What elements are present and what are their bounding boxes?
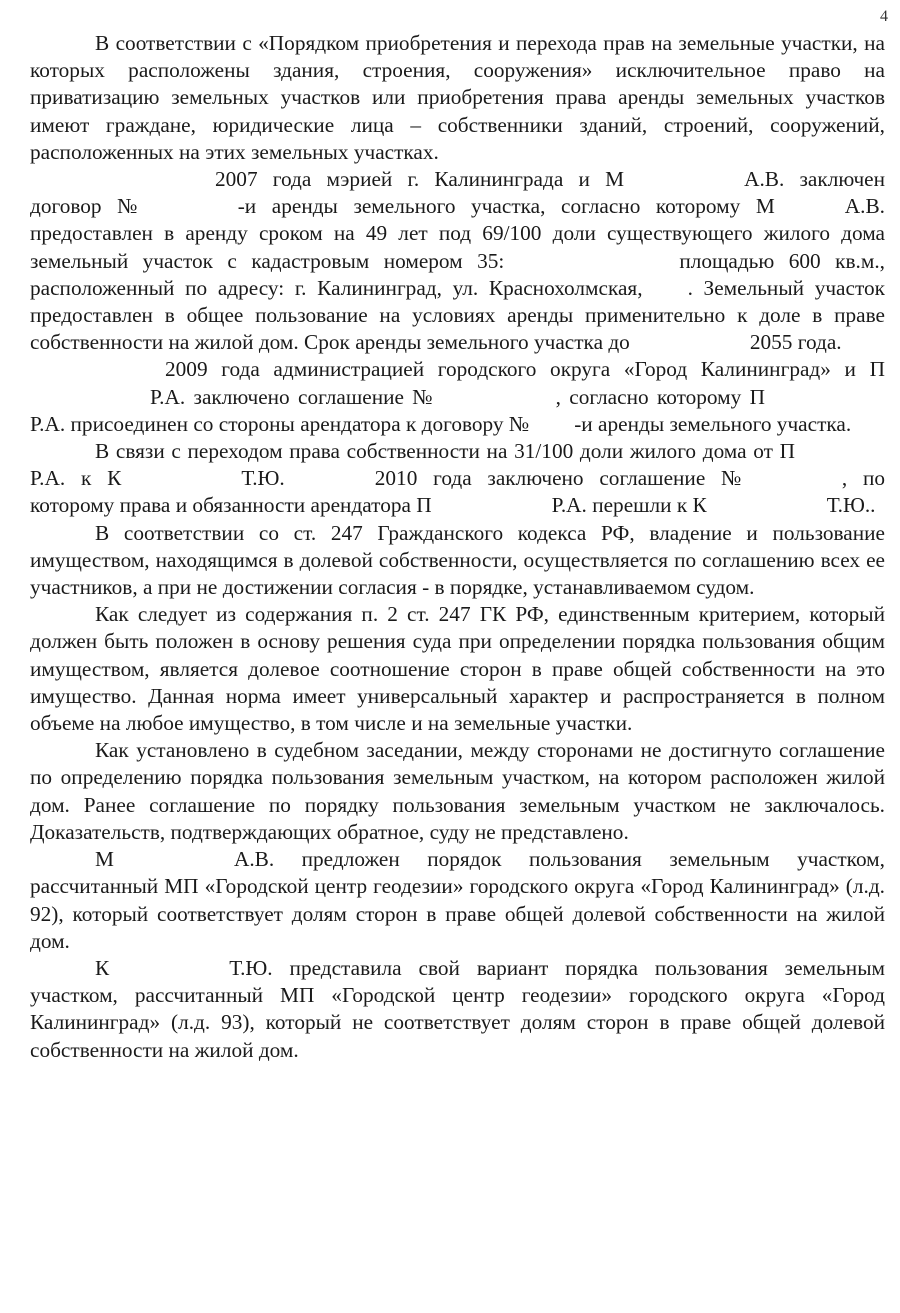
paragraph-6: Как следует из содержания п. 2 ст. 247 ГК РФ, единственным критерием, который должен быть положен в основу решения суда при определении порядка пользования общим имуществом, является долевое соотношение сторон в праве общей собственности на это имущество. Данная норма имеет универсальный характер и распространяется в полном объеме на любое имущество, в том числе и на земельные участки. — [30, 602, 885, 736]
p3-text-3: , согласно которому П — [555, 384, 765, 409]
p9-text-1: К — [95, 955, 110, 980]
p4-text-5: , по которому права и обязанности арендатора П — [30, 466, 885, 518]
paragraph-8 — [30, 846, 885, 955]
p8-text-1: М — [95, 847, 114, 872]
p2-text-2: А.В. заключен договор № — [30, 167, 886, 219]
p4-text-2: Р.А. к К — [30, 466, 122, 491]
p2-text-5: площадью 600 кв.м., расположенный по адресу: г. Калининград, ул. Краснохолмская, — [30, 248, 885, 300]
p3-text-4: Р.А. присоединен со стороны арендатора к договору № — [30, 411, 530, 436]
p2-text-3: -и аренды земельного участка, согласно которому М — [237, 194, 775, 219]
p4-text-7: Т.Ю.. — [826, 493, 876, 518]
p3-text-5: -и аренды земельного участка. — [574, 411, 852, 436]
p4-text-4: 2010 года заключено соглашение № — [374, 466, 752, 491]
p9-text-2: Т.Ю. представила свой вариант порядка пользования земельным участком, рассчитанный МП «Городской центр геодезии» городского округа «Город Калининград» (л.д. 93), который не соответствует долям сторон в праве общей долевой собственности на жилой дом. — [30, 955, 885, 1062]
document-body — [30, 30, 885, 1064]
paragraph-7: Как установлено в судебном заседании, между сторонами не достигнуто соглашение по определению порядка пользования земельным участком, на котором расположен жилой дом. Ранее соглашение по порядку пользования земельным участком не заключалось. Доказательств, подтверждающих обратное, суду не представлено. — [30, 738, 885, 844]
paragraph-4 — [30, 438, 885, 520]
p3-text-1: 2009 года администрацией городского округа «Город Калининград» и П — [165, 357, 885, 382]
p2-text-7: 2055 года. — [749, 330, 842, 355]
paragraph-1: В соответствии с «Порядком приобретения и перехода прав на земельные участки, на которых расположены здания, строения, сооружения» исключительное право на приватизацию земельных участков или приобретения права аренды земельных участков имеют граждане, юридические лица – собственники зданий, строений, сооружений, расположенных на этих земельных участках. — [30, 31, 885, 164]
p4-text-6: Р.А. перешли к К — [551, 493, 707, 518]
page-number: 4 — [880, 8, 888, 25]
p3-text-2: Р.А. заключено соглашение № — [150, 384, 436, 409]
p2-text-6: . Земельный участок предоставлен в общее пользование на условиях аренды применительно к доле в праве собственности на жилой дом. Срок аренды земельного участка до — [30, 275, 885, 355]
paragraph-2 — [30, 166, 885, 356]
paragraph-9 — [30, 955, 885, 1064]
p8-text-2: А.В. предложен порядок пользования земельным участком, рассчитанный МП «Городской центр геодезии» городского округа «Город Калининград» (л.д. 92), который соответствует долям сторон в праве общей долевой собственности на жилой дом. — [30, 847, 885, 953]
p4-text-1: В связи с переходом права собственности на 31/100 доли жилого дома от П — [95, 439, 795, 464]
paragraph-3 — [30, 356, 885, 438]
paragraph-5: В соответствии со ст. 247 Гражданского кодекса РФ, владение и пользование имуществом, находящимся в долевой собственности, осуществляется по соглашению всех ее участников, а при не достижении согласия - в порядке, устанавливаемом судом. — [30, 520, 885, 600]
p2-text-1: 2007 года мэрией г. Калининграда и М — [215, 167, 625, 192]
p2-text-4: А.В. предоставлен в аренду сроком на 49 лет под 69/100 доли существующего жилого дома земельный участок с кадастровым номером 35: — [30, 194, 885, 273]
p4-text-3: Т.Ю. — [241, 466, 285, 491]
